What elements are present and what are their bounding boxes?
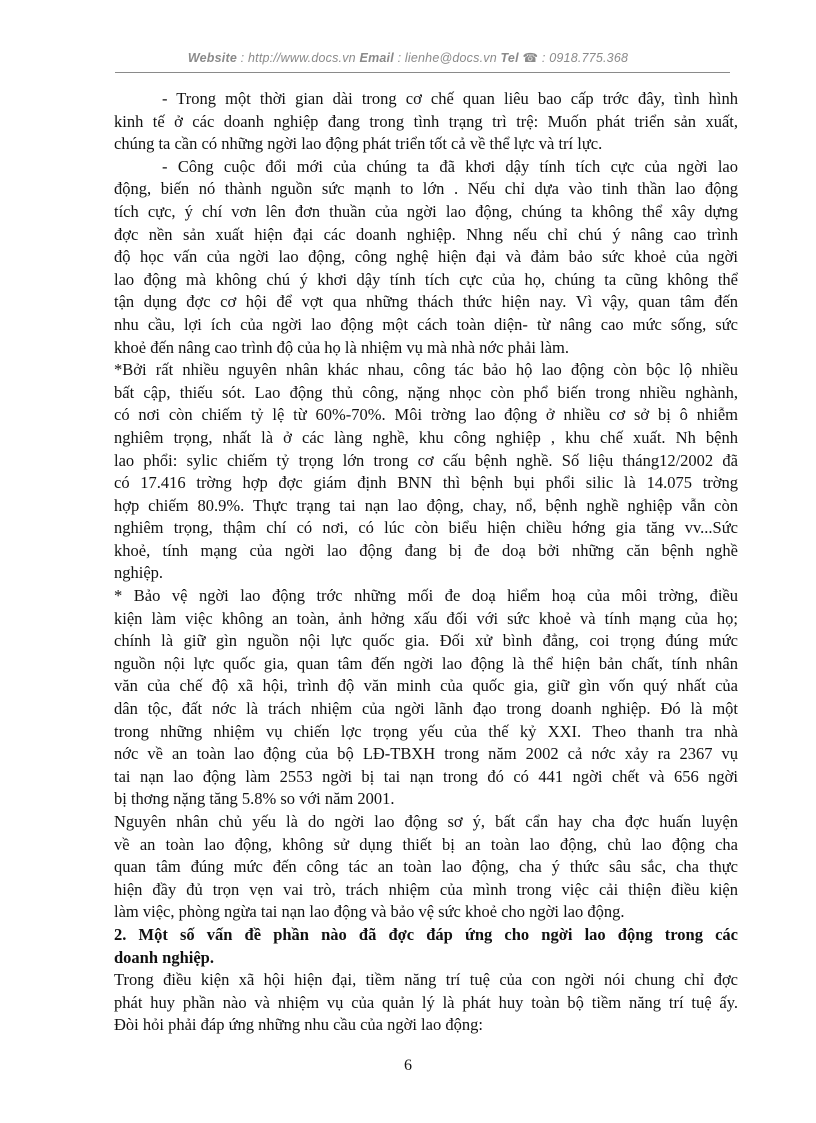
text-line: bất cập, thiếu sót. Lao động thủ công, nặng nhọc còn phổ biến trong nhiều nghành,: [114, 382, 738, 402]
text-line: phát huy phần nào và nhiệm vụ của quản lý là phát huy toàn bộ tiềm năng trí tuệ ấy.: [114, 992, 738, 1012]
text-line: tích cực, ý chí vơn lên đơn thuần của ngời lao động, chúng ta không thể xây dựng: [114, 201, 738, 221]
website-label: Website: [187, 51, 237, 65]
text-line: hợp chiếm 80.9%. Thực trạng tai nạn lao động, chay, nổ, bệnh nghề nghiệp vẫn còn: [114, 495, 738, 515]
text-line: lao phổi: sylic chiếm tỷ trọng lớn trong cơ cấu bệnh nghề. Số liệu tháng12/2002 đã: [114, 450, 738, 470]
page-number: 6: [404, 1057, 412, 1074]
website-value[interactable]: : http://www.docs.vn: [240, 51, 356, 65]
text-line: trong những nhiệm vụ chiến lợc trọng yếu của thế kỷ XXI. Theo thanh tra nhà: [114, 721, 738, 741]
text-line: chúng ta cần có những ngời lao động phát triển tốt cả về thể lực và trí lực.: [114, 134, 603, 154]
text-line: khoẻ đến nâng cao trình độ của họ là nhiệm vụ mà nhà nớc phải làm.: [114, 337, 570, 357]
text-line: nhu cầu, lợi ích của ngời lao động một cách toàn diện- từ nâng cao mức sống, sức: [114, 314, 738, 334]
text-line: nghiêm trọng, nhất là ở các làng nghề, khu công nghiệp , khu chế xuất. Nh bệnh: [114, 427, 738, 447]
text-line: dân tộc, đất nớc là trách nhiệm của ngời lãnh đạo trong doanh nghiệp. Đó là một: [114, 699, 738, 719]
page-header: [0, 50, 816, 65]
header-divider: [115, 72, 730, 73]
text-line: Đòi hỏi phải đáp ứng những nhu cầu của ngời lao động:: [114, 1015, 483, 1035]
text-line: đợc nền sản xuất hiện đại các doanh nghiệp. Nhng nếu chỉ chú ý nâng cao trình: [114, 224, 738, 244]
text-line: bị thơng nặng tăng 5.8% so với năm 2001.: [114, 789, 395, 809]
text-line: nghiệp.: [114, 563, 164, 583]
text-line: hiện đầy đủ trọn vẹn vai trò, trách nhiệm của mình trong việc cải thiện điều kiện: [114, 879, 738, 899]
text-line: nguồn nội lực quốc gia, quan tâm đến ngời lao động là thể hiện bản chất, tính nhân: [114, 653, 738, 673]
text-line: tận dụng đợc cơ hội để vợt qua những thách thức hiện nay. Vì vậy, quan tâm đến: [114, 292, 738, 312]
text-line: có nơi còn chiếm tỷ lệ từ 60%-70%. Môi trờng lao động ở nhiều cơ sở bị ô nhiễm: [114, 405, 738, 425]
email-label: Email: [359, 51, 394, 65]
text-line: Trong điều kiện xã hội hiện đại, tiềm năng trí tuệ của con ngời nói chung chỉ đợc: [114, 970, 738, 990]
text-line: độ học vấn của ngời lao động, công nghệ hiện đại và đảm bảo sức khoẻ của ngời: [114, 247, 738, 267]
text-line: chính là giữ gìn nguồn nội lực quốc gia. Đối xử bình đẳng, coi trọng đúng mức: [114, 631, 738, 651]
text-line: quan tâm đúng mức đến công tác an toàn lao động, cha ý thức sâu sắc, cha thực: [114, 857, 738, 877]
text-line: *Bởi rất nhiều nguyên nhân khác nhau, công tác bảo hộ lao động còn bộc lộ nhiều: [114, 360, 738, 380]
text-line: về an toàn lao động, không sử dụng thiết bị an toàn lao động, chủ lao động cha: [114, 834, 738, 854]
text-line: Nguyên nhân chủ yếu là do ngời lao động sơ ý, bất cẩn hay cha đợc huấn luyện: [114, 812, 738, 831]
text-line: tai nạn lao động làm 2553 ngời bị tai nạn trong đó có 441 ngời chết và 656 ngời: [114, 766, 738, 786]
text-line: - Công cuộc đổi mới của chúng ta đã khơi dậy tính tích cực của ngời lao: [162, 156, 738, 176]
text-line: * Bảo vệ ngời lao động trớc những mối đe doạ hiểm hoạ của môi trờng, điều: [114, 586, 738, 606]
section-heading-continued: doanh nghiệp.: [114, 947, 214, 967]
text-line: lao động mà không chú ý khơi dậy tính tích cực của họ, chúng ta cũng không thể: [114, 269, 738, 289]
section-heading: 2. Một số vấn đề phần nào đã đợc đáp ứng cho ngời lao động trong các: [114, 924, 738, 944]
text-line: làm việc, phòng ngừa tai nạn lao động và bảo vệ sức khoẻ cho ngời lao động.: [114, 902, 625, 922]
text-line: động, biến nó thành nguồn sức mạnh to lớn . Nếu chỉ dựa vào tinh thần lao động: [114, 179, 738, 199]
tel-label: Tel: [500, 51, 519, 65]
text-line: - Trong một thời gian dài trong cơ chế quan liêu bao cấp trớc đây, tình hình: [162, 89, 738, 108]
text-line: kinh tế ở các doanh nghiệp đang trong tình trạng trì trệ: Muốn phát triển sản xuất,: [114, 111, 738, 131]
text-line: nớc về an toàn lao động của bộ LĐ-TBXH trong năm 2002 cả nớc xảy ra 2367 vụ: [114, 744, 738, 764]
phone-icon: ☎: [522, 51, 539, 65]
text-line: nghiêm trọng, thậm chí có nơi, có lúc còn biểu hiện chiều hớng gia tăng vv...Sức: [114, 518, 738, 538]
text-line: có 17.416 trờng hợp đợc giám định BNN thì bệnh bụi phổi silic là 14.075 trờng: [114, 473, 738, 493]
document-body: [114, 88, 738, 1037]
text-line: văn của chế độ xã hội, trình độ văn minh của quốc gia, giữ gìn vốn quý nhất của: [114, 676, 738, 696]
text-line: khoẻ, tính mạng của ngời lao động đang bị đe doạ bởi những căn bệnh nghề: [114, 540, 738, 560]
text-line: kiện làm việc không an toàn, ảnh hởng xấu đối với sức khoẻ và tính mạng của họ;: [114, 608, 738, 628]
tel-value: : 0918.775.368: [541, 51, 629, 65]
email-value[interactable]: : lienhe@docs.vn: [397, 51, 497, 65]
